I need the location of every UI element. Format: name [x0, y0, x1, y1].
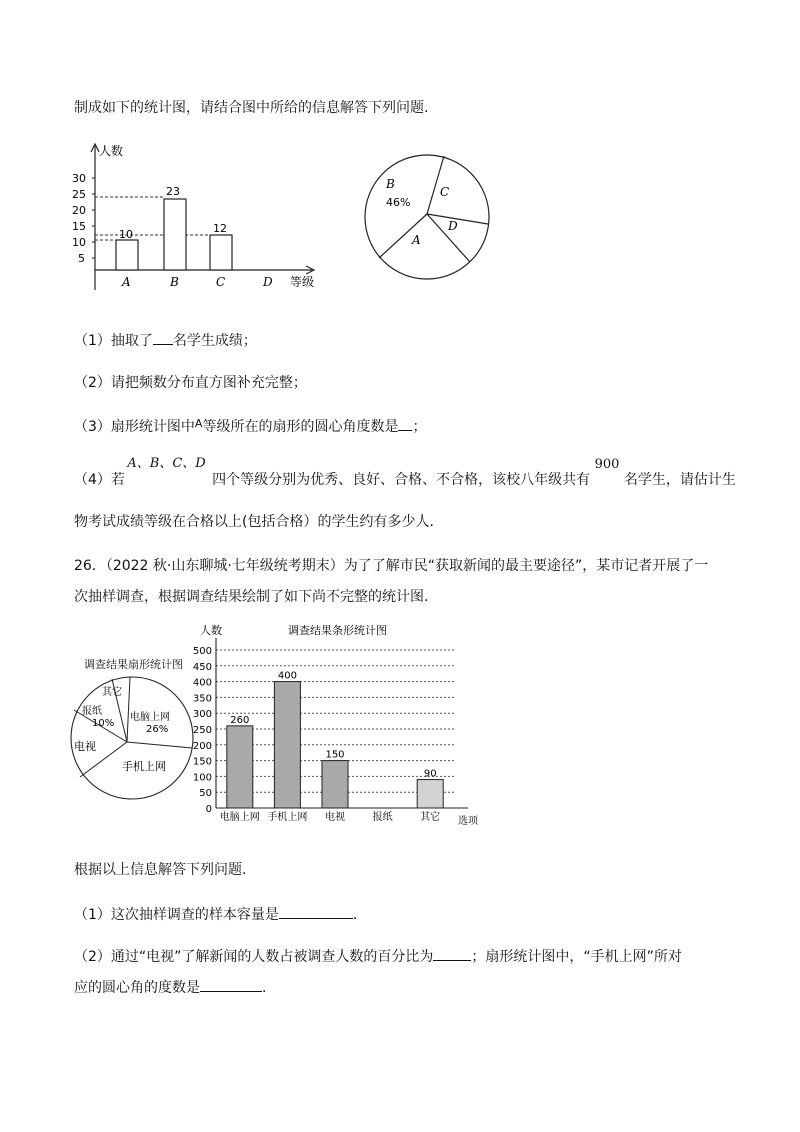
pie2-label-other: 其它: [102, 687, 122, 698]
bar-A: [116, 240, 138, 270]
pie2-label-mobile: 手机上网: [122, 760, 166, 773]
category-D: D: [263, 275, 273, 289]
question-3: （3）扇形统计图中$^A$等级所在的扇形的圆心角度数是 ；: [74, 417, 427, 435]
chart2-ylabel: 人数: [200, 624, 222, 637]
pie2-label-newspaper: 报纸: [82, 706, 102, 717]
chart2-xlabel: 选项: [458, 816, 478, 827]
ytick-350: 350: [192, 693, 212, 705]
problem-26-line-2: 次抽样调查，根据调查结果绘制了如下尚不完整的统计图.: [74, 589, 429, 605]
intro-line: 制成如下的统计图，请结合图中所给的信息解答下列问题.: [74, 100, 429, 116]
answer-blank-1[interactable]: [153, 330, 173, 345]
question-2: （2）请把频数分布直方图补充完整；: [74, 375, 307, 391]
category-C: C: [216, 275, 226, 289]
answer-blank-mobile-angle[interactable]: [200, 977, 262, 992]
bar-B: [164, 199, 186, 270]
category-报纸: 报纸: [372, 812, 393, 823]
pie1-label-percent: 46%: [386, 196, 411, 209]
pie1-label-A: A: [412, 233, 421, 247]
pie2-label-pc-pct: 26%: [146, 724, 169, 735]
bar-手机上网: [274, 682, 300, 808]
pie-chart-1: [362, 152, 492, 282]
ytick-0: 0: [205, 804, 212, 815]
pie2-label-tv: 电视: [74, 740, 96, 753]
pie2-title: 调查结果扇形统计图: [84, 658, 183, 671]
y-axis-label: 人数: [99, 144, 124, 158]
category-电脑上网: 电脑上网: [219, 812, 260, 823]
ytick-20: 20: [72, 204, 86, 217]
ytick-25: 25: [72, 188, 86, 201]
pie1-label-D: D: [448, 219, 458, 233]
student-count: 900: [594, 457, 620, 472]
bar-电脑上网: [227, 726, 253, 808]
ytick-150: 150: [192, 756, 212, 768]
sub-question-2-line-1: （2）通过“电视”了解新闻的人数占被调查人数的百分比为 ；扇形统计图中，“手机上网”所对: [74, 946, 682, 967]
ytick-400: 400: [192, 677, 212, 689]
problem-26-line-1: 26．（2022 秋·山东聊城·七年级统考期末）为了了解市民“获取新闻的最主要途径”，某市记者开展了一: [74, 558, 709, 574]
category-手机上网: 手机上网: [267, 812, 308, 823]
question-4-line-1: （4）若 A、B、C、D 四个等级分别为优秀、良好、合格、不合格，该校八年级共有 900 名学生，请估计生: [74, 456, 736, 488]
category-其它: 其它: [420, 812, 441, 823]
question-4-line-2: 物考试成绩等级在合格以上(包括合格）的学生约有多少人.: [74, 514, 434, 530]
ytick-250: 250: [192, 725, 212, 736]
y-ticks: [72, 172, 95, 265]
bar-label-B: 23: [166, 185, 180, 198]
bar-chart-2: [192, 622, 482, 832]
ytick-500: 500: [192, 646, 212, 657]
category-电视: 电视: [325, 812, 345, 823]
answer-blank-sample-size[interactable]: [279, 904, 353, 919]
bar-label-电视: 150: [325, 749, 345, 761]
pie1-label-C: C: [440, 185, 450, 199]
x-axis-label: 等级: [290, 275, 315, 289]
ytick-300: 300: [192, 709, 212, 721]
ytick-50: 50: [199, 788, 212, 800]
histogram-chart-1: [72, 140, 322, 300]
category-A: A: [122, 275, 131, 289]
pie2-label-newspaper-pct: 10%: [92, 718, 115, 729]
question-1: （1）抽取了 名学生成绩；: [74, 330, 257, 351]
ytick-30: 30: [72, 172, 86, 185]
bar-label-C: 12: [213, 222, 227, 235]
sub-question-2-line-2: 应的圆心角的度数是 .: [74, 977, 266, 998]
pie2-label-pc: 电脑上网: [130, 712, 170, 723]
bar-其它: [417, 780, 443, 808]
category-B: B: [170, 275, 179, 289]
ytick-5: 5: [78, 252, 85, 265]
bar-label-A: 10: [119, 228, 133, 241]
bar-电视: [322, 761, 348, 808]
grade-letters: A、B、C、D: [127, 456, 206, 471]
bar-label-其它: 90: [423, 768, 437, 780]
bar-label-电脑上网: 260: [230, 714, 250, 726]
ytick-450: 450: [192, 661, 212, 673]
ytick-15: 15: [72, 220, 86, 233]
answer-blank-3[interactable]: [398, 416, 412, 431]
bar-C: [210, 235, 232, 270]
ytick-200: 200: [192, 740, 212, 752]
ytick-100: 100: [192, 772, 212, 784]
chart2-title: 调查结果条形统计图: [288, 624, 387, 637]
ytick-10: 10: [72, 236, 86, 249]
bar-label-手机上网: 400: [277, 670, 297, 682]
pie-chart-2: [68, 674, 198, 804]
answer-blank-tv-percent[interactable]: [433, 946, 471, 961]
closing-line: 根据以上信息解答下列问题.: [74, 862, 247, 878]
sub-question-1: （1）这次抽样调查的样本容量是 .: [74, 904, 357, 925]
pie1-label-B: B: [386, 177, 395, 191]
